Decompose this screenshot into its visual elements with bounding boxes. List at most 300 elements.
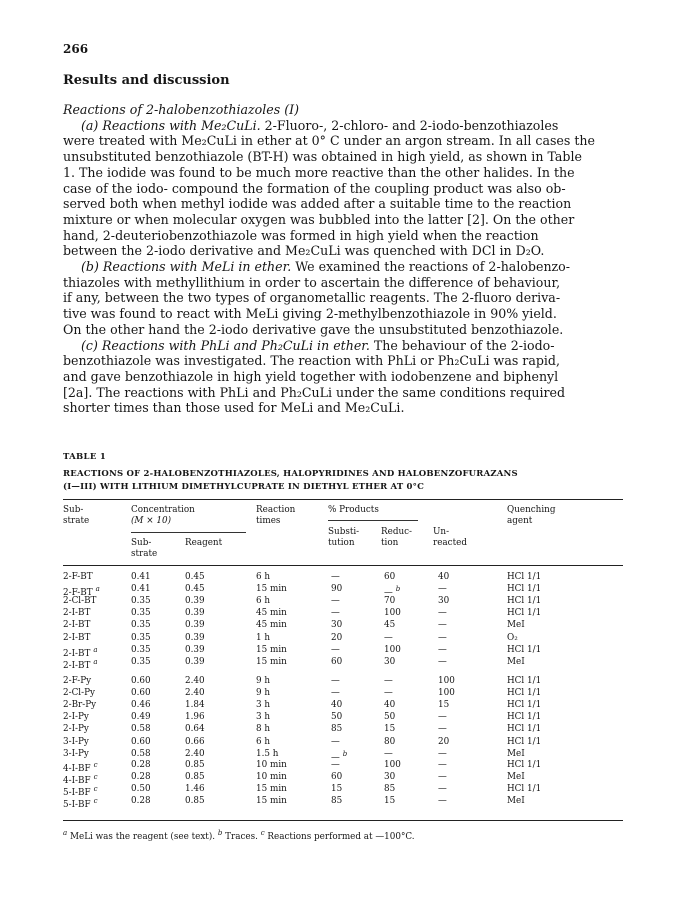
cell-value: 0.35 [131,596,151,607]
table-cell-unreacted [438,608,447,619]
cell-value: 2-I-Py [63,724,89,735]
table-cell-reagent [185,784,205,795]
cell-value: — [384,588,393,599]
cell-value: — [331,676,340,686]
body-line-text: unsubstituted benzothiazole (BT-H) was obtained in high yield, as shown in Table [63,149,582,165]
cell-value: 0.35 [131,656,151,667]
cell-value: 100 [384,608,401,619]
table-cell-subst [331,796,342,807]
table-cell-conc [131,784,151,795]
cell-value: 3-I-Py [63,736,89,747]
cell-value: 4-I-BF [63,763,91,774]
table-cell-quench [507,724,541,735]
cell-value: 0.85 [185,796,205,807]
table-cell-quench [507,712,541,723]
cell-value: — [331,736,340,747]
table-cell-time [256,633,270,644]
cell-value: 1.46 [185,784,205,795]
header-concentration-rule [131,532,246,533]
cell-value: 20 [331,632,343,643]
table-cell-subst [331,620,342,631]
table-cell-reagent [185,657,205,668]
body-line [63,212,623,228]
table-cell-subst [331,596,340,607]
table-cell-reduc [384,633,393,644]
table-cell-conc [131,584,151,595]
cell-value: — [384,676,393,686]
table-cell-reduc [384,712,395,723]
table-cell-conc [131,620,151,631]
table-cell-conc [131,572,151,583]
cell-value: 0.49 [131,712,151,723]
section-heading: Results and discussion [63,73,230,88]
table-cell-substrate [63,657,98,672]
cell-value: 0.39 [185,632,205,643]
body-line-text: The behaviour of the 2-iodo- [369,337,555,353]
cell-value: 0.39 [185,620,205,631]
body-line [63,118,623,134]
cell-value: 15 [331,784,343,795]
cell-value: — [438,772,447,783]
table-cell-quench [507,596,541,607]
body-line-text: mixture or when molecular oxygen was bubbled into the latter [2]. On the other [63,211,575,227]
table-cell-unreacted [438,676,455,687]
cell-value: O₂ [507,632,518,643]
cell-value: 100 [384,644,401,655]
table-cell-unreacted [438,737,449,748]
table-cell-quench [507,688,541,699]
table-cell-reagent [185,772,205,783]
cell-value: 0.60 [131,688,151,699]
table-cell-subst [331,772,342,783]
cell-value: 2.40 [185,748,205,759]
cell-value: 2.40 [185,676,205,686]
cell-value: 0.28 [131,796,151,807]
table-cell-quench [507,784,541,795]
body-line [63,275,623,291]
cell-value: 0.58 [131,748,151,759]
cell-value: 40 [438,572,450,582]
table-cell-reagent [185,712,205,723]
cell-value: HCl 1/1 [507,784,542,795]
body-line-text: hand, 2-deuteriobenzothiazole was formed in high yield when the reaction [63,227,539,243]
table-cell-unreacted [438,584,447,595]
body-line [63,259,623,275]
cell-value: 3 h [256,700,271,711]
table-cell-reagent [185,749,205,760]
table-cell-subst [331,760,340,771]
table-caption [63,468,623,494]
table-cell-reduc [384,688,393,699]
cell-value: 4-I-BF [63,776,91,787]
table-cell-time [256,657,287,668]
table-footnote [63,829,415,842]
table-cell-substrate [63,724,89,735]
body-line [63,306,623,322]
cell-value: 0.28 [131,760,151,770]
table-cell-conc [131,724,151,735]
table-cell-unreacted [438,645,447,656]
cell-value: 1.96 [185,712,205,723]
table-cell-time [256,749,278,760]
table-cell-reagent [185,796,205,807]
footnote-mark: b [217,829,223,837]
cell-value: — [331,688,340,699]
cell-value: 0.39 [185,644,205,655]
cell-value: 60 [331,656,343,667]
cell-value: 15 [384,796,396,807]
table-cell-reduc [384,796,395,807]
cell-value: 0.35 [131,620,151,631]
table-cell-conc [131,796,151,807]
table-cell-reagent [185,724,205,735]
cell-value: HCl 1/1 [507,596,542,607]
table-cell-conc [131,596,151,607]
cell-value: — [438,760,447,770]
header-conc-substrate: Sub- [131,538,152,548]
run-in-heading: (a) Reactions with Me₂CuLi. [81,117,261,133]
body-line-text: On the other hand the 2-iodo derivative gave the unsubstituted benzothiazole. [63,321,564,337]
table-caption-line: (I—III) WITH LITHIUM DIMETHYLCUPRATE IN DIETHYL ETHER AT 0°C [63,482,425,492]
header-substrate: strate [63,516,90,526]
header-reaction-times: Reaction [256,505,296,515]
cell-value: 9 h [256,688,271,699]
table-cell-time [256,608,287,619]
header-reduction: tion [381,538,399,548]
table-cell-conc [131,760,151,771]
body-line-text: case of the iodo- compound the formation of the coupling product was also ob- [63,180,566,196]
body-text [63,102,623,416]
cell-value: 30 [384,656,396,667]
cell-value: 10 min [256,760,287,770]
table-cell-conc [131,657,151,668]
table-cell-subst [331,700,342,711]
header-quenching: agent [507,516,533,526]
table-cell-subst [331,676,340,687]
cell-value: 2-I-Py [63,712,89,723]
body-line [63,165,623,181]
cell-value: — [438,656,447,667]
cell-value: 0.64 [185,724,205,735]
cell-value: 1.5 h [256,748,279,759]
table-cell-reduc [384,784,395,795]
header-products-rule [328,520,418,521]
cell-value: — [384,688,393,699]
cell-value: HCl 1/1 [507,712,542,723]
table-cell-quench [507,772,525,783]
header-reduction: Reduc- [381,527,413,537]
table-cell-conc [131,608,151,619]
cell-value: 0.46 [131,700,151,711]
cell-value: MeI [507,772,525,783]
table-cell-conc [131,772,151,783]
cell-value: 90 [331,584,343,595]
table-cell-conc [131,749,151,760]
cell-value: 0.85 [185,772,205,783]
table-cell-time [256,676,270,687]
cell-value: 30 [384,772,396,783]
cell-value: 6 h [256,572,271,582]
cell-value: 1 h [256,632,271,643]
header-substrate: Sub- [63,505,84,515]
cell-value: 3 h [256,712,271,723]
table-cell-reagent [185,608,205,619]
table-cell-quench [507,657,525,668]
table-cell-unreacted [438,796,447,807]
table-cell-substrate [63,688,95,699]
table-cell-subst [331,737,340,748]
cell-value: MeI [507,796,525,807]
body-line-text: [2a]. The reactions with PhLi and Ph₂CuLi under the same conditions required [63,384,566,400]
cell-value: — [331,596,340,607]
body-line-text: benzothiazole was investigated. The reaction with PhLi or Ph₂CuLi was rapid, [63,353,560,369]
cell-value: 15 [384,724,396,735]
table-caption-line: REACTIONS OF 2-HALOBENZOTHIAZOLES, HALOPYRIDINES AND HALOBENZOFURAZANS [63,469,518,479]
cell-value: 30 [331,620,343,631]
cell-value: 10 min [256,772,287,783]
cell-value: 0.66 [185,736,205,747]
cell-value: — [438,632,447,643]
table-cell-quench [507,620,525,631]
table-cell-reduc [384,620,395,631]
table-cell-conc [131,712,151,723]
header-concentration: Concentration [131,505,195,515]
cell-value: MeI [507,620,525,631]
cell-value: HCl 1/1 [507,676,542,686]
table-cell-substrate [63,796,98,811]
cell-value: 70 [384,596,396,607]
table-cell-conc [131,645,151,656]
cell-value: 9 h [256,676,271,686]
cell-value: — [384,748,393,759]
table-cell-conc [131,737,151,748]
cell-value: 0.45 [185,584,205,595]
table-cell-reduc [384,676,393,687]
cell-value: 15 min [256,784,287,795]
table-cell-substrate [63,700,96,711]
table-cell-substrate [63,608,90,619]
header-quenching: Quenching [507,505,556,515]
cell-value: HCl 1/1 [507,608,542,619]
cell-value: 0.39 [185,608,205,619]
cell-value: 100 [438,688,455,699]
cell-value: HCl 1/1 [507,724,542,735]
table-cell-reagent [185,633,205,644]
cell-value: 80 [384,736,396,747]
table-cell-time [256,796,287,807]
cell-value: 0.35 [131,644,151,655]
table-cell-reagent [185,645,205,656]
footnote-mark: b [395,585,401,594]
cell-value: 2-Br-Py [63,700,97,711]
cell-value: 15 min [256,584,287,595]
table-cell-reagent [185,676,205,687]
cell-value: 3-I-Py [63,748,89,759]
cell-value: 2-I-BT [63,660,91,671]
body-line-text: 1. The iodide was found to be much more reactive than the other halides. In the [63,164,575,180]
cell-value: 5-I-BF [63,788,91,799]
body-line [63,243,623,259]
body-line-text: Reactions of 2-halobenzothiazoles (I) [63,102,300,117]
cell-value: — [331,752,340,763]
table-cell-quench [507,796,525,807]
cell-value: 0.39 [185,656,205,667]
table-cell-substrate [63,596,96,607]
header-reaction-times: times [256,516,281,526]
table-cell-conc [131,676,151,687]
table-cell-unreacted [438,749,447,760]
table-cell-substrate [63,572,93,583]
cell-value: 0.50 [131,784,151,795]
header-substitution: Substi- [328,527,360,537]
body-line [63,290,623,306]
cell-value: — [438,644,447,655]
table-cell-reagent [185,620,205,631]
cell-value: 1.84 [185,700,205,711]
table-cell-reduc [384,596,395,607]
cell-value: HCl 1/1 [507,688,542,699]
cell-value: 2-I-BT [63,648,91,659]
cell-value: 30 [438,596,450,607]
table-cell-conc [131,688,151,699]
cell-value: 15 min [256,656,287,667]
table-cell-time [256,596,270,607]
table-cell-quench [507,645,541,656]
body-line-text: shorter times than those used for MeLi and Me₂CuLi. [63,400,405,416]
body-line-text: 2-Fluoro-, 2-chloro- and 2-iodo-benzothiazoles [260,117,559,133]
table-cell-unreacted [438,633,447,644]
footnote-text: Traces. [222,831,261,842]
footnote-mark: a [93,657,98,666]
table-cell-quench [507,737,541,748]
table-cell-reduc [384,749,393,760]
cell-value: — [331,644,340,655]
cell-value: 2-F-Py [63,676,92,686]
table-cell-reduc [384,724,395,735]
body-line [63,369,623,385]
cell-value: MeI [507,748,525,759]
cell-value: HCl 1/1 [507,736,542,747]
cell-value: 0.41 [131,584,151,595]
table-cell-substrate [63,620,90,631]
run-in-heading: (b) Reactions with MeLi in ether. [81,259,292,275]
table-cell-unreacted [438,620,447,631]
header-reagent: Reagent [185,538,223,548]
table-cell-time [256,772,287,783]
table-cell-reduc [384,760,401,771]
table-cell-unreacted [438,784,447,795]
cell-value: 15 min [256,644,287,655]
table-cell-unreacted [438,724,447,735]
body-line [63,338,623,354]
body-line-text: We examined the reactions of 2-halobenzo- [291,259,571,275]
cell-value: — [438,724,447,735]
footnote-mark: a [93,645,98,654]
cell-value: — [438,712,447,723]
table-cell-conc [131,633,151,644]
cell-value: 40 [331,700,343,711]
footnote-mark: c [93,797,98,806]
table-cell-subst [331,584,342,595]
body-line [63,228,623,244]
cell-value: 85 [331,724,343,735]
body-line [63,102,623,118]
table-cell-unreacted [438,712,447,723]
body-line-text: were treated with Me₂CuLi in ether at 0° C under an argon stream. In all cases the [63,133,595,149]
table-cell-subst [331,724,342,735]
cell-value: — [438,784,447,795]
cell-value: — [438,796,447,807]
cell-value: 0.41 [131,572,151,582]
table-label: TABLE 1 [63,452,107,462]
cell-value: 0.85 [185,760,205,770]
table-cell-substrate [63,633,90,644]
table-cell-reagent [185,572,205,583]
table-cell-subst [331,608,340,619]
table-cell-conc [131,700,151,711]
cell-value: 8 h [256,724,271,735]
footnote-mark: c [260,829,265,837]
table-cell-reagent [185,737,205,748]
table-cell-reagent [185,700,205,711]
table-cell-substrate [63,749,89,760]
body-line-text: if any, between the two types of organometallic reagents. The 2-fluoro deriva- [63,290,561,306]
cell-value: HCl 1/1 [507,572,542,582]
body-line [63,181,623,197]
cell-value: 60 [331,772,343,783]
cell-value: 0.35 [131,608,151,619]
footnote-mark: c [93,773,98,782]
cell-value: HCl 1/1 [507,584,542,595]
cell-value: 60 [384,572,396,582]
cell-value: 0.28 [131,772,151,783]
table-cell-substrate [63,676,91,687]
table-cell-subst [331,688,340,699]
footnote-mark: a [95,585,100,594]
cell-value: MeI [507,656,525,667]
table-cell-quench [507,700,541,711]
cell-value: 15 min [256,796,287,807]
header-concentration-units: (M × 10) [131,516,172,526]
footnote-mark: c [93,761,98,769]
cell-value: HCl 1/1 [507,644,542,655]
table-cell-substrate [63,712,89,723]
cell-value: 15 [438,700,450,711]
table-cell-reduc [384,645,401,656]
footnote-mark: a [63,829,68,837]
footnote-text: MeLi was the reagent (see text). [67,831,218,842]
cell-value: — [331,608,340,619]
table-cell-reduc [384,772,395,783]
footnote-mark: c [93,785,98,794]
table-cell-quench [507,608,541,619]
table-cell-reagent [185,584,205,595]
table-cell-reduc [384,700,395,711]
table-cell-unreacted [438,596,449,607]
table-cell-time [256,688,270,699]
table-header-rule [63,565,623,566]
header-substitution: tution [328,538,355,548]
cell-value: 0.58 [131,724,151,735]
table-cell-reagent [185,760,205,771]
run-in-heading: (c) Reactions with PhLi and Ph₂CuLi in ether. [81,337,370,353]
cell-value: 2-F-BT [63,588,93,599]
table-cell-subst [331,657,342,668]
cell-value: 20 [438,736,450,747]
cell-value: 2-Cl-BT [63,596,97,607]
body-line-text: thiazoles with methyllithium in order to ascertain the difference of behaviour, [63,274,561,290]
table-cell-substrate [63,737,89,748]
